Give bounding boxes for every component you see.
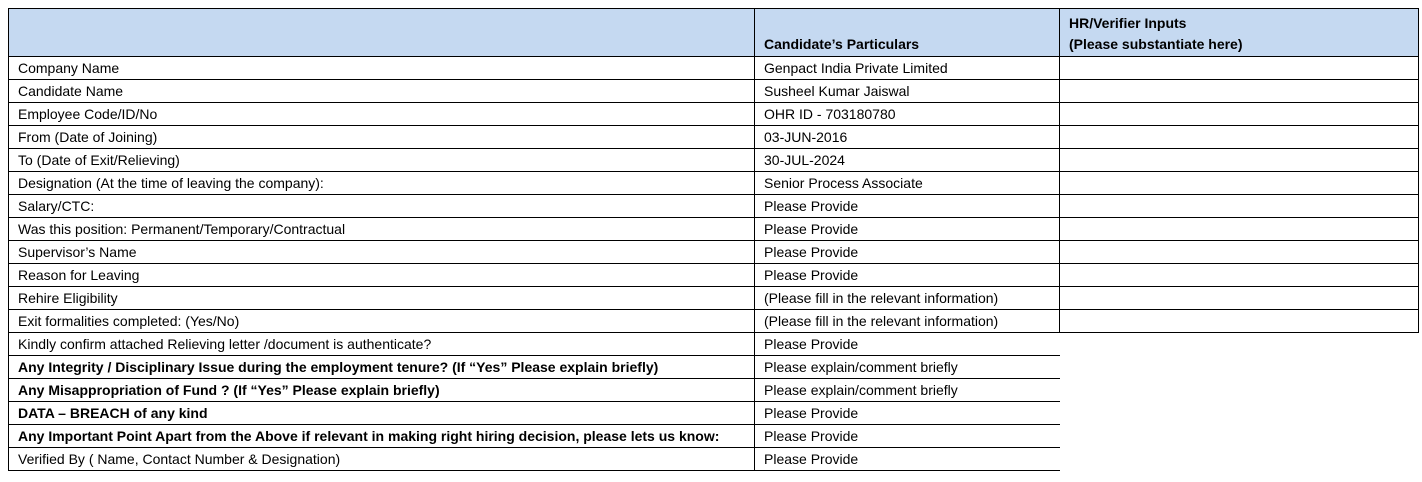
hr-verifier-input-cell[interactable] — [1060, 287, 1419, 310]
row-label: Any Misappropriation of Fund ? (If “Yes” Please explain briefly) — [9, 379, 755, 402]
candidate-value: Please explain/comment briefly — [755, 379, 1060, 402]
hr-verifier-input-cell[interactable] — [1060, 172, 1419, 195]
hr-verifier-input-cell[interactable] — [1060, 103, 1419, 126]
table-row — [9, 448, 1419, 471]
table-row — [9, 333, 1419, 356]
table-row — [9, 195, 1419, 218]
table-row — [9, 80, 1419, 103]
candidate-value: Genpact India Private Limited — [755, 57, 1060, 80]
header-hr-verifier-inputs — [1060, 9, 1419, 57]
empty-cell — [1060, 448, 1419, 471]
hr-verifier-input-cell[interactable] — [1060, 218, 1419, 241]
header-candidate-particulars: Candidate’s Particulars — [755, 9, 1060, 57]
candidate-value: Please Provide — [755, 241, 1060, 264]
row-label: To (Date of Exit/Relieving) — [9, 149, 755, 172]
hr-verifier-input-cell[interactable] — [1060, 310, 1419, 333]
hr-verifier-input-cell[interactable] — [1060, 241, 1419, 264]
candidate-value: 03-JUN-2016 — [755, 126, 1060, 149]
hr-verifier-input-cell[interactable] — [1060, 80, 1419, 103]
table-row — [9, 379, 1419, 402]
table-row — [9, 218, 1419, 241]
table-row — [9, 57, 1419, 80]
header-label-column — [9, 9, 755, 57]
row-label: Salary/CTC: — [9, 195, 755, 218]
candidate-value: Please Provide — [755, 448, 1060, 471]
row-label: Designation (At the time of leaving the company): — [9, 172, 755, 195]
table-row — [9, 103, 1419, 126]
table-row — [9, 264, 1419, 287]
hr-verifier-input-cell[interactable] — [1060, 264, 1419, 287]
row-label: Verified By ( Name, Contact Number & Designation) — [9, 448, 755, 471]
hr-verifier-input-cell[interactable] — [1060, 149, 1419, 172]
row-label: Any Important Point Apart from the Above if relevant in making right hiring decision, please lets us know: — [9, 425, 755, 448]
empty-cell — [1060, 402, 1419, 425]
row-label: Kindly confirm attached Relieving letter /document is authenticate? — [9, 333, 755, 356]
empty-cell — [1060, 356, 1419, 379]
row-label: Company Name — [9, 57, 755, 80]
candidate-value: Please Provide — [755, 333, 1060, 356]
header-row — [9, 9, 1419, 57]
row-label: DATA – BREACH of any kind — [9, 402, 755, 425]
header-hr-subtitle: (Please substantiate here) — [1069, 36, 1243, 52]
table-row — [9, 241, 1419, 264]
row-label: Exit formalities completed: (Yes/No) — [9, 310, 755, 333]
hr-verifier-input-cell[interactable] — [1060, 126, 1419, 149]
table-row — [9, 287, 1419, 310]
candidate-value: Please Provide — [755, 218, 1060, 241]
row-label: Rehire Eligibility — [9, 287, 755, 310]
candidate-value: Please Provide — [755, 425, 1060, 448]
row-label: From (Date of Joining) — [9, 126, 755, 149]
candidate-value: Please Provide — [755, 402, 1060, 425]
row-label: Any Integrity / Disciplinary Issue during the employment tenure? (If “Yes” Please explain briefly) — [9, 356, 755, 379]
table-row — [9, 356, 1419, 379]
empty-cell — [1060, 425, 1419, 448]
verification-form — [8, 8, 1418, 471]
table-row — [9, 310, 1419, 333]
table-row — [9, 126, 1419, 149]
hr-verifier-input-cell[interactable] — [1060, 57, 1419, 80]
empty-cell — [1060, 379, 1419, 402]
row-label: Was this position: Permanent/Temporary/Contractual — [9, 218, 755, 241]
candidate-value: Please explain/comment briefly — [755, 356, 1060, 379]
candidate-value: (Please fill in the relevant information) — [755, 287, 1060, 310]
candidate-value: Please Provide — [755, 264, 1060, 287]
table-row — [9, 402, 1419, 425]
hr-verifier-input-cell[interactable] — [1060, 195, 1419, 218]
candidate-value: (Please fill in the relevant information) — [755, 310, 1060, 333]
candidate-value: Susheel Kumar Jaiswal — [755, 80, 1060, 103]
row-label: Candidate Name — [9, 80, 755, 103]
table-row — [9, 149, 1419, 172]
candidate-value: 30-JUL-2024 — [755, 149, 1060, 172]
candidate-value: OHR ID - 703180780 — [755, 103, 1060, 126]
table-row — [9, 425, 1419, 448]
candidate-value: Senior Process Associate — [755, 172, 1060, 195]
empty-cell — [1060, 333, 1419, 356]
verification-table — [8, 8, 1419, 471]
row-label: Employee Code/ID/No — [9, 103, 755, 126]
table-row — [9, 172, 1419, 195]
candidate-value: Please Provide — [755, 195, 1060, 218]
header-hr-title: HR/Verifier Inputs — [1069, 15, 1187, 31]
row-label: Supervisor’s Name — [9, 241, 755, 264]
row-label: Reason for Leaving — [9, 264, 755, 287]
